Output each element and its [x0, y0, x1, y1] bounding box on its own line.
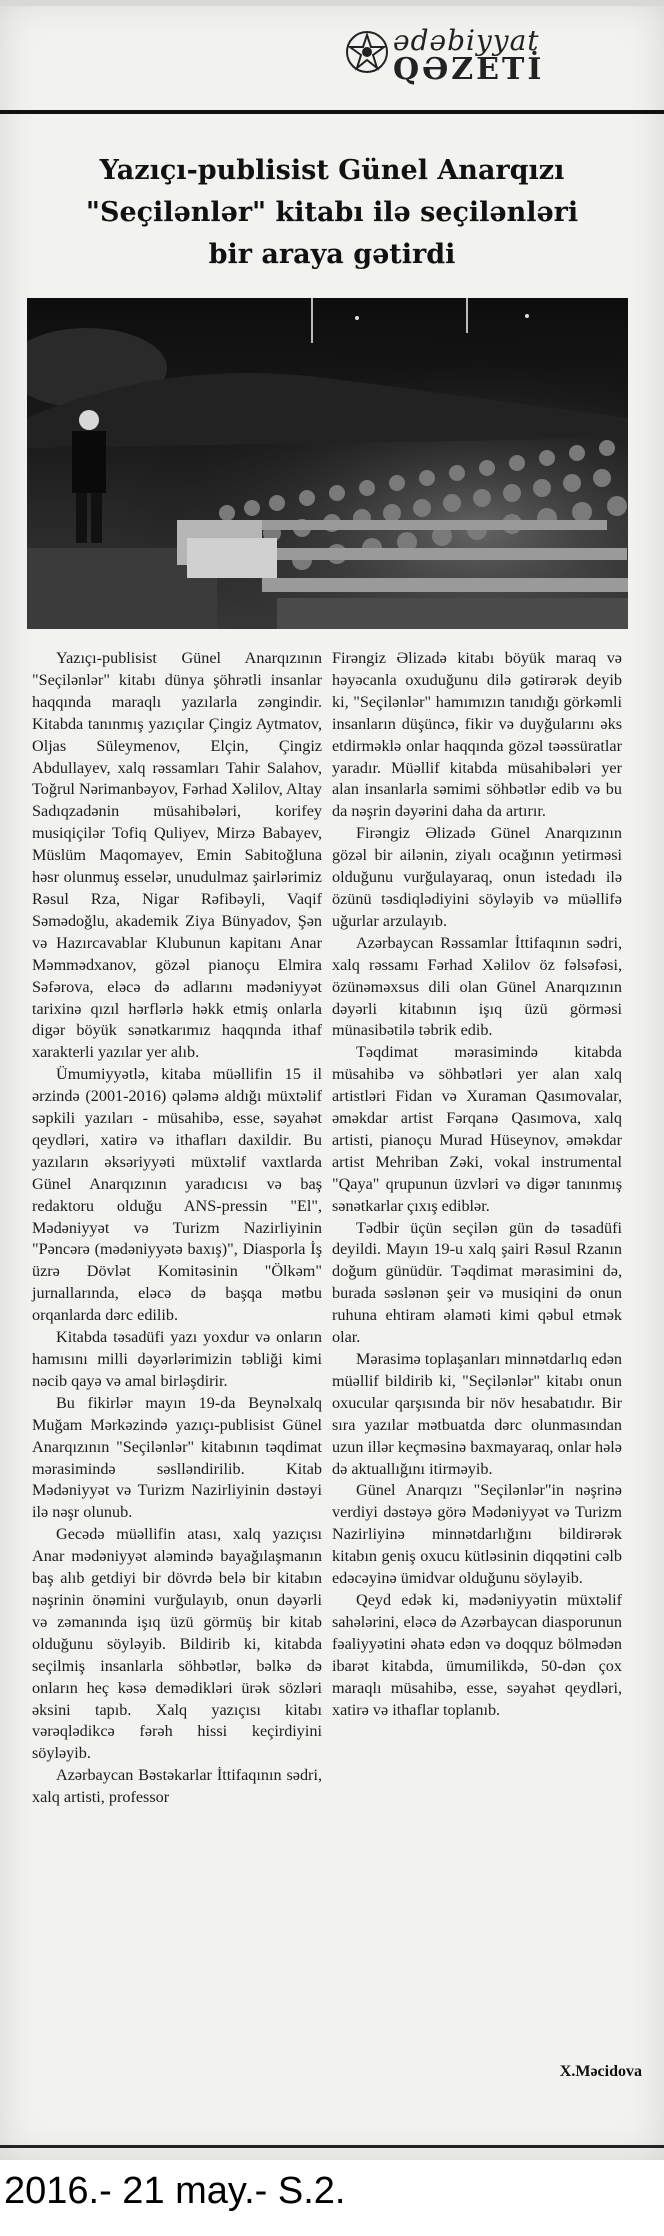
article-paragraph: Mərasimə toplaşanları minnətdarlıq edən müəllif bildirib ki, "Seçilənlər" kitabı onun oxucular qarşısında bir növ hesabatıdır. Bir sıra yazılar mətbuatda dərc olunmasından uzun illər keçməsinə baxmayaraq, onlar hələ də aktuallığını itirməyib.	[332, 1350, 622, 1478]
footer-divider	[0, 2145, 664, 2148]
article-author: X.Məcidova	[559, 2063, 642, 2080]
article-column-right	[332, 648, 622, 1721]
masthead-title-line2: QƏZETİ	[393, 52, 545, 87]
article-column-left	[32, 648, 322, 1809]
star-emblem-icon	[345, 30, 389, 74]
headline-line: Yazıçı-publisist Günel Anarqızı	[99, 155, 565, 186]
headline-line: bir araya gətirdi	[208, 239, 456, 270]
article-paragraph: Bu fikirlər mayın 19-da Beynəlxalq Muğam Mərkəzində yazıçı-publisist Günel Anarqızının "Seçilənlər" kitabının təqdimat mərasimində səslləndirilib. Kitab Mədəniyyət və Turizm Nazirliyinin dəstəyi ilə nəşr olunub.	[32, 1393, 322, 1522]
masthead-title-line1: ədəbiyyat	[393, 24, 540, 57]
article-paragraph: Qeyd edək ki, mədəniyyətin müxtəlif sahələrini, eləcə də Azərbaycan diasporunun fəaliyyətini əhatə edən və doqquz bölmədən ibarət kitabda, ümumilikdə, 50-dən çox maraqlı müsahibə, esse, səyahət qeydləri, xatirə və ithaflar toplanıb.	[332, 1590, 622, 1719]
article-paragraph: Tədbir üçün seçilən gün də təsadüfi deyildi. Mayın 19-u xalq şairi Rəsul Rzanın doğum günüdür. Təqdimat mərasimini də, burada səslənən şeir və musiqini də onun ruhuna ehtiram əlaməti kimi qəbul etmək olar.	[332, 1218, 622, 1347]
publication-dateline: 2016.- 21 may.- S.2.	[4, 2170, 346, 2212]
article-paragraph: Təqdimat mərasimində kitabda müsahibə və söhbətləri yer alan xalq artistləri Fidan və Xuraman Qasımovalar, əməkdar artist Fərqanə Qasımova, xalq artisti, pianoçu Murad Hüseynov, əməkdar artist Mehriban Zəki, vokal instrumental "Qaya" qrupunun üzvləri və digər tanınmış sənətkarlar çıxış ediblər.	[332, 1043, 622, 1215]
article-paragraph: Firəngiz Əlizadə Günel Anarqızının gözəl bir ailənin, ziyalı ocağının yetirməsi olduğunu vurğulayaraq, onun istedadı ilə özünü təsdiqlədiyini söyləyib və müəllifə uğurlar arzulayıb.	[332, 824, 622, 930]
article-headline	[30, 150, 634, 276]
article-paragraph: Firəngiz Əlizadə kitabı böyük maraq və həyəcanla oxuduğunu dilə gətirərək deyib ki, "Seçilənlər" hamımızın tanıdığı görkəmli insanların düşüncə, fikir və duyğularını əks etdirməklə onlar haqqında gözəl təəssüratlar yaradır. Müəllif kitabda müsahibələri yer alan insanlarla səmimi söhbətlər edib və bu da nəşrin dəyərini daha da artırır.	[332, 649, 622, 821]
masthead-logo	[345, 20, 585, 90]
article-paragraph: Azərbaycan Rəssamlar İttifaqının sədri, xalq rəssamı Fərhad Xəlilov öz fəlsəfəsi, özünəməxsus dili olan Günel Anarqızının dəyərli kitabının işıq üzü görməsi münasibətilə təbrik edib.	[332, 933, 622, 1040]
article-paragraph: Günel Anarqızı "Seçilənlər"in nəşrinə verdiyi dəstəyə görə Mədəniyyət və Turizm Nazirliyinə minnətdarlığını bildirərək kitabın geniş oxucu kütləsinin diqqətini cəlb edəcəyinə ümidvar olduğunu söyləyib.	[332, 1481, 622, 1588]
header-divider	[0, 110, 664, 114]
top-edge	[0, 0, 664, 6]
article-paragraph: Kitabda təsadüfi yazı yoxdur və onların hamısını milli dəyərlərimizin təbliği kimi nəcib qayə və amal birləşdirir.	[32, 1328, 322, 1390]
article-paragraph: Ümumiyyətlə, kitaba müəllifin 15 il ərzində (2001-2016) qələmə aldığı müxtəlif səpkili yazıları - müsahibə, esse, səyahət qeydləri, xatirə və ithafları daxildir. Bu yazıların əksəriyyəti müxtəlif vaxtlarda Günel Anarqızının yaradıcısı və baş redaktoru olduğu ANS-pressin "El", Mədəniyyət və Turizm Nazirliyinin "Pəncərə (mədəniyyətə baxış)", Diasporla İş üzrə Dövlət Komitəsinin "Ölkəm" jurnallarında, eləcə də başqa mətbu orqanlarda dərc edilib.	[32, 1065, 322, 1325]
article-paragraph: Azərbaycan Bəstəkarlar İttifaqının sədri, xalq artisti, professor	[32, 1766, 322, 1807]
event-photo	[27, 298, 628, 629]
headline-line: "Seçilənlər" kitabı ilə seçilənləri	[85, 197, 579, 228]
article-paragraph: Gecədə müəllifin atası, xalq yazıçısı Anar mədəniyyət aləmində bayağılaşmanın baş alıb getdiyi bir dövrdə belə bir kitabın nəşrinin önəmini vurğulayıb, onun dəyərli və zəmanında işıq üzü görmüş bir kitab olduğunu söyləyib. Bildirib ki, kitabda seçilmiş insanlarla söhbətlər, bəlkə də onların heç kəsə demədikləri ürək sözləri əksini tapıb. Xalq yazıçısı kitabı vərəqlədikcə fərəh hissi keçirdiyini söyləyib.	[32, 1525, 322, 1763]
article-paragraph: Yazıçı-publisist Günel Anarqızının "Seçilənlər" kitabı dünya şöhrətli insanlar haqqında maraqlı yazılarla zəngindir. Kitabda tanınmış yazıçılar Çingiz Aytmatov, Oljas Süleymenov, Elçin, Çingiz Abdullayev, xalq rəssamları Tahir Salahov, Toğrul Nərimanbəyov, Fərhad Xəlilov, Altay Sadıqzadənin müsahibələri, korifey musiqiçilər Tofiq Quliyev, Mirzə Babayev, Müslüm Maqomayev, Emin Sabitoğluna həsr olunmuş esselər, unudulmaz şairlərimiz Rəsul Rza, Nigar Rəfibəyli, Vaqif Səmədoğlu, akademik Ziya Bünyadov, Şən və Hazırcavablar Klubunun kapitanı Anar Məmmədxanov, gözəl pianoçu Elmira Səfərova, eləcə də adlarını mədəniyyət tarixinə qızıl hərflərlə həkk etmiş onlarla digər böyük sənətkarımız haqqında ithaf xarakterli yazılar yer alıb.	[32, 649, 322, 1062]
